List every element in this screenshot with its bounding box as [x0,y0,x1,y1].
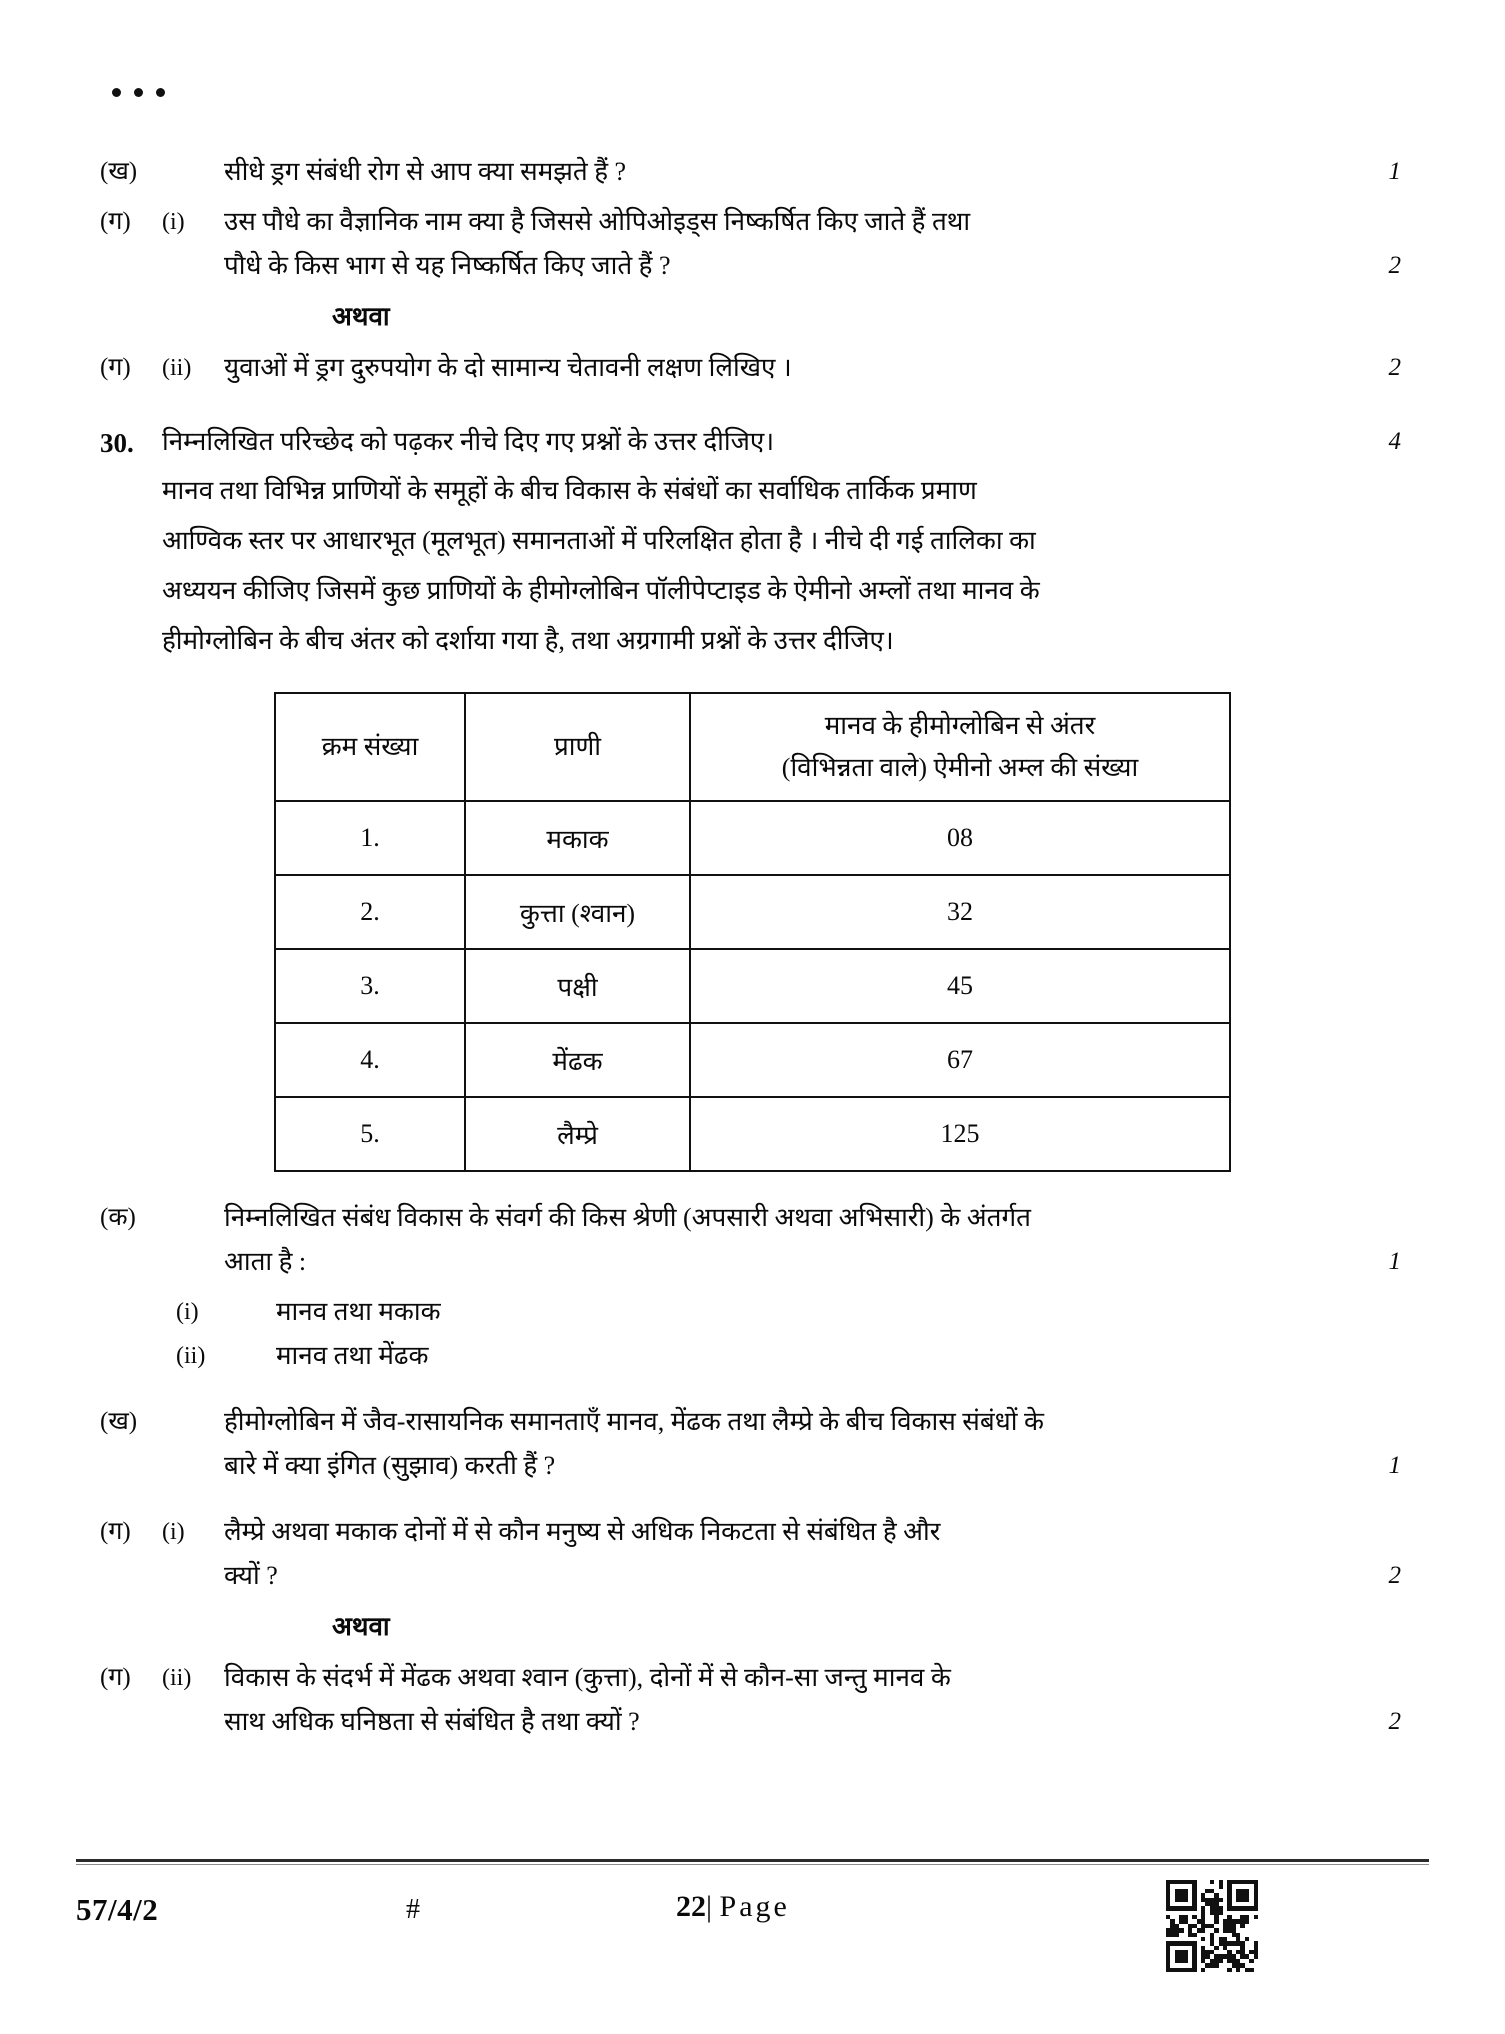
part-roman-label: (i) [162,1519,185,1545]
marks-value: 4 [1388,428,1401,455]
qr-code-icon [1166,1880,1258,1972]
hemoglobin-difference-table [274,692,1231,1172]
item-text: मानव तथा मकाक [276,1297,441,1326]
marks-value: 2 [1388,354,1401,381]
table-header-row [275,693,1230,801]
cell-animal: पक्षी [465,949,690,1023]
paper-code: 57/4/2 [76,1892,159,1927]
question-29-part-kha [100,150,1405,194]
question-30-passage [162,466,1347,666]
question-line: पौधे के किस भाग से यह निष्कर्षित किए जाते हैं ? [224,251,671,280]
header-difference-line2: (विभिन्नता वाले) ऐमीनो अम्ल की संख्या [781,753,1139,782]
question-number: 30. [100,428,134,458]
question-line: आता है : [224,1247,307,1276]
item-roman-label: (i) [176,1299,199,1325]
marks-value: 1 [1388,1248,1401,1275]
cell-serial: 1. [275,801,465,875]
page-number: 22 [676,1890,706,1923]
page-indicator [676,1890,790,1924]
marks-value: 2 [1388,1562,1401,1589]
table-row [275,875,1230,949]
passage-line: अध्ययन कीजिए जिसमें कुछ प्राणियों के हीमोग्लोबिन पॉलीपेप्टाइड के ऐमीनो अम्लों तथा मानव के [162,576,1040,605]
header-difference-line1: मानव के हीमोग्लोबिन से अंतर [824,711,1096,740]
or-separator-30 [100,1604,1405,1650]
question-line: विकास के संदर्भ में मेंढक अथवा श्वान (कुत्ता), दोनों में से कौन-सा जन्तु मानव के [224,1663,951,1692]
table-row [275,1097,1230,1171]
question-line: निम्नलिखित संबंध विकास के संवर्ग की किस श्रेणी (अपसारी अथवा अभिसारी) के अंतर्गत [224,1203,1031,1232]
part-roman-label: (ii) [162,355,192,381]
part-label: (क) [100,1204,136,1231]
hash-marker: # [406,1894,420,1925]
cell-difference: 08 [690,801,1230,875]
dot-icon [134,88,143,97]
or-label: अथवा [332,302,390,331]
question-29-part-ga-i [100,200,1405,288]
marks-value: 1 [1388,158,1401,185]
table-body [275,801,1230,1171]
question-text: युवाओं में ड्रग दुरुपयोग के दो सामान्य चेतावनी लक्षण लिखिए । [224,353,792,382]
cell-difference: 32 [690,875,1230,949]
question-30-part-ka [100,1196,1405,1284]
cell-animal: लैम्प्रे [465,1097,690,1171]
item-roman-label: (ii) [176,1343,206,1369]
page-content [100,150,1405,1750]
question-line: हीमोग्लोबिन में जैव-रासायनिक समानताएँ मानव, मेंढक तथा लैम्प्रे के बीच विकास संबंधों के [224,1407,1044,1436]
part-label: (ग) [100,208,131,235]
dot-icon [156,88,165,97]
question-30-part-ka-item-ii [100,1334,1405,1378]
question-text [224,1196,1347,1284]
cell-serial: 5. [275,1097,465,1171]
question-line: क्यों ? [224,1561,278,1590]
marks-value: 2 [1388,252,1401,279]
marks-value: 2 [1388,1708,1401,1735]
table-row [275,801,1230,875]
part-label: (ग) [100,354,131,381]
question-29-part-ga-ii [100,346,1405,390]
question-30 [100,420,1405,1744]
table-row [275,1023,1230,1097]
or-label: अथवा [332,1612,390,1641]
passage-line: हीमोग्लोबिन के बीच अंतर को दर्शाया गया है, तथा अग्रगामी प्रश्नों के उत्तर दीजिए। [162,626,894,655]
question-text [224,1400,1347,1488]
cell-serial: 3. [275,949,465,1023]
question-instruction: निम्नलिखित परिच्छेद को पढ़कर नीचे दिए गए प्रश्नों के उत्तर दीजिए। [162,427,775,456]
question-line: बारे में क्या इंगित (सुझाव) करती हैं ? [224,1451,556,1480]
question-text: सीधे ड्रग संबंधी रोग से आप क्या समझते हैं ? [224,157,627,186]
question-text [224,200,1347,288]
cell-serial: 4. [275,1023,465,1097]
header-serial: क्रम संख्या [275,693,465,801]
item-text: मानव तथा मेंढक [276,1341,429,1370]
footer-divider [76,1859,1429,1862]
passage-line: मानव तथा विभिन्न प्राणियों के समूहों के बीच विकास के संबंधों का सर्वाधिक तार्किक प्रमाण [162,476,977,505]
header-animal: प्राणी [465,693,690,801]
cell-animal: मकाक [465,801,690,875]
part-label: (ग) [100,1518,131,1545]
cell-animal: कुत्ता (श्वान) [465,875,690,949]
question-line: लैम्प्रे अथवा मकाक दोनों में से कौन मनुष्य से अधिक निकटता से संबंधित है और [224,1517,941,1546]
page-footer [76,1880,1429,1970]
part-roman-label: (i) [162,209,185,235]
footer-divider-thin [76,1864,1429,1865]
cell-animal: मेंढक [465,1023,690,1097]
question-line [224,200,1341,244]
cell-difference: 125 [690,1097,1230,1171]
page-word: Page [719,1890,790,1923]
passage-line: आण्विक स्तर पर आधारभूत (मूलभूत) समानताओं में परिलक्षित होता है । नीचे दी गई तालिका का [162,526,1036,555]
marks-value: 1 [1388,1452,1401,1479]
question-30-part-kha [100,1400,1405,1488]
table-row [275,949,1230,1023]
question-line-text: उस पौधे का वैज्ञानिक नाम क्या है जिससे ओपिओइड्स निष्कर्षित किए जाते हैं तथा [224,207,971,236]
question-30-part-ka-item-i [100,1290,1405,1334]
hemoglobin-table-wrapper [100,692,1405,1172]
cell-difference: 67 [690,1023,1230,1097]
question-text [224,1510,1347,1598]
part-label: (ख) [100,158,138,185]
header-difference [690,693,1230,801]
question-text [224,1656,1347,1744]
part-roman-label: (ii) [162,1665,192,1691]
question-30-part-ga-ii [100,1656,1405,1744]
table-head [275,693,1230,801]
part-label: (ग) [100,1664,131,1691]
question-30-part-ga-i [100,1510,1405,1598]
question-30-header [100,420,1405,466]
dot-icon [112,88,121,97]
cell-serial: 2. [275,875,465,949]
page-separator: | [706,1890,713,1923]
question-line: साथ अधिक घनिष्ठता से संबंधित है तथा क्यों ? [224,1707,640,1736]
part-label: (ख) [100,1408,138,1435]
or-separator-29 [100,294,1405,340]
continuation-dots [112,88,165,97]
cell-difference: 45 [690,949,1230,1023]
